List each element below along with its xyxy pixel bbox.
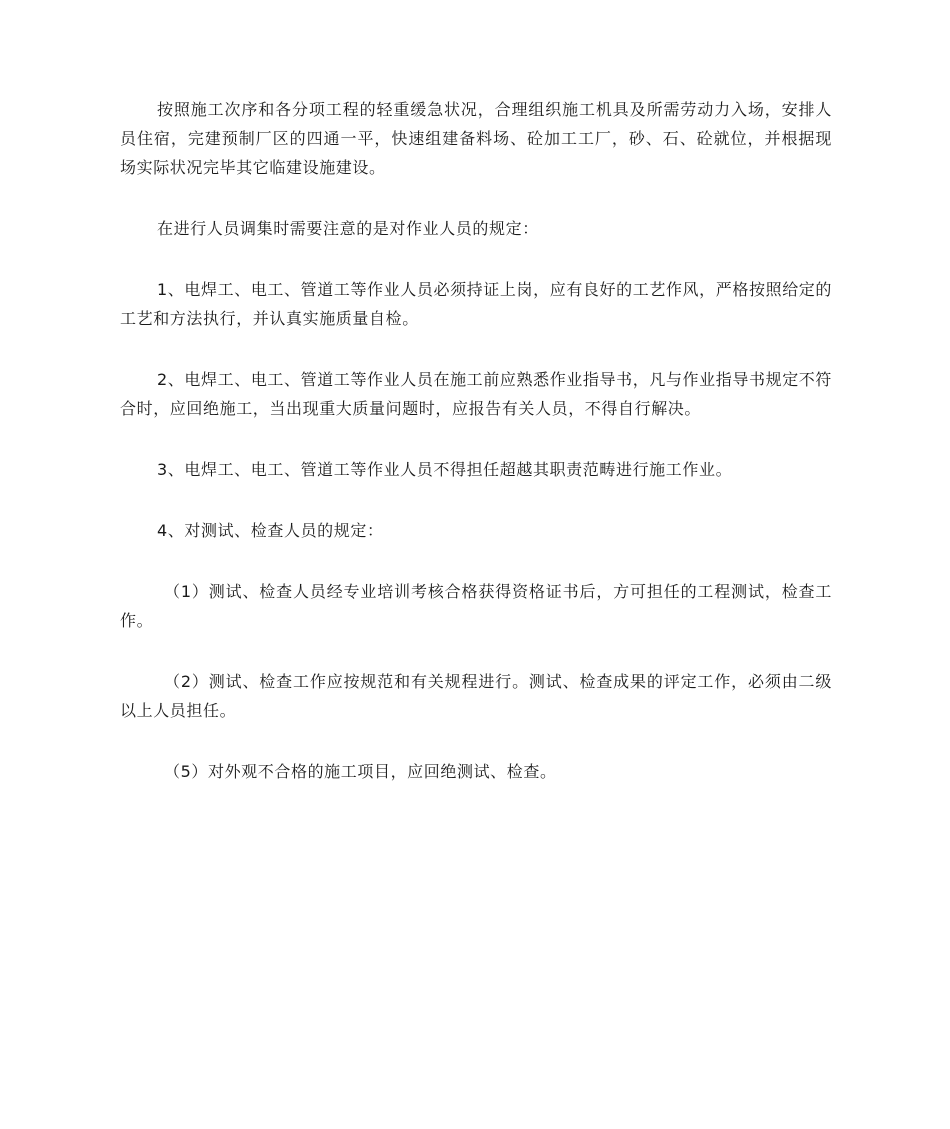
paragraph-rule-2: 2、电焊工、电工、管道工等作业人员在施工前应熟悉作业指导书，凡与作业指导书规定不符合时，应回绝施工，当出现重大质量问题时，应报告有关人员，不得自行解决。 <box>120 370 832 418</box>
paragraph-personnel-intro: 在进行人员调集时需要注意的是对作业人员的规定： <box>157 219 539 238</box>
paragraph-rule-1: 1、电焊工、电工、管道工等作业人员必须持证上岗，应有良好的工艺作风，严格按照给定的工艺和方法执行，并认真实施质量自检。 <box>120 280 832 328</box>
paragraph-rule-3: 3、电焊工、电工、管道工等作业人员不得担任超越其职责范畴进行施工作业。 <box>157 460 733 479</box>
paragraph-subrule-5: （5）对外观不合格的施工项目，应回绝测试、检查。 <box>164 762 557 781</box>
document-body <box>120 95 832 818</box>
paragraph-construction-arrangement: 按照施工次序和各分项工程的轻重缓急状况，合理组织施工机具及所需劳动力入场，安排人员住宿，完建预制厂区的四通一平，快速组建备料场、砼加工工厂，砂、石、砼就位，并根据现场实际状况完毕其它临建设施建设。 <box>120 100 832 177</box>
paragraph-subrule-2: （2）测试、检查工作应按规范和有关规程进行。测试、检查成果的评定工作，必须由二级以上人员担任。 <box>120 672 832 720</box>
paragraph-subrule-1: （1）测试、检查人员经专业培训考核合格获得资格证书后，方可担任的工程测试，检查工作。 <box>120 582 832 630</box>
paragraph-rule-4: 4、对测试、检查人员的规定： <box>157 521 384 540</box>
